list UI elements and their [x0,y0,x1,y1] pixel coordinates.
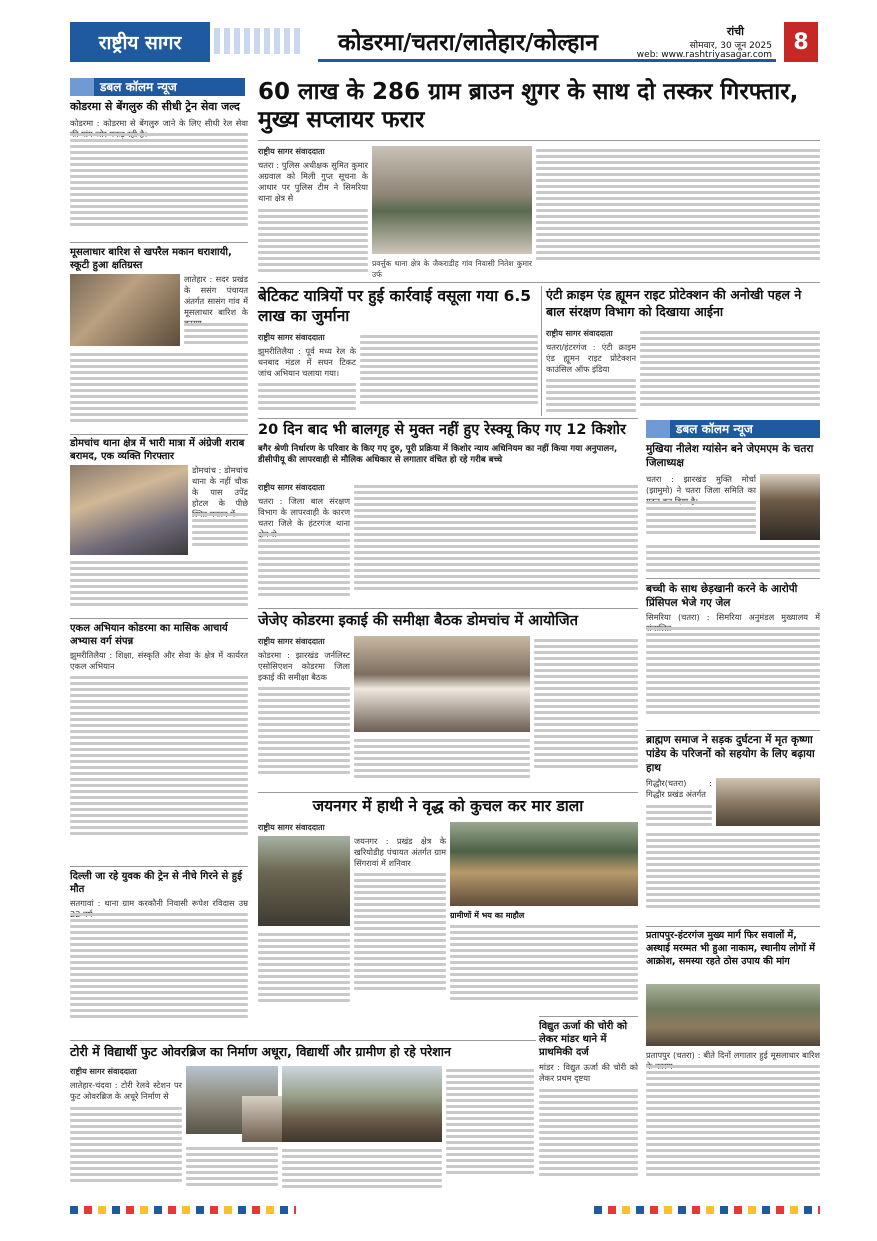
lead-bengaluru-train: कोडरमा : कोडरमा से बेंगलुरु जाने के लिए सीधी रेल सेवा [70,118,248,128]
lead-train-death: सतगावां : थाना ग्राम करकौनी निवासी रूपेश रविदास उम्र [70,898,248,908]
headline-foot-overbridge: टोरी में विद्यार्थी फुट ओवरब्रिज का निर्माण अधूरा, विद्यार्थी और ग्रामीण हो रहे परेशान [70,1044,451,1059]
headline-brahmin-samaj: ब्राह्मण समाज ने सड़क दुर्घटना में मृत कृष्णा पांडेय के परिजनों को सहयोग के लिए बढ़ाया हाथ [646,734,815,774]
headline-jmm-president: मुखिया नीलेश ग्यांसेन बने जेएमएम के चतरा जिलाध्यक्ष [646,443,814,469]
region-title: कोडरमा/चतरा/लातेहार/कोल्हान [338,30,599,56]
body-elephant-1 [258,930,350,1016]
photo-liquor-seizure [70,465,188,555]
photo-damaged-road [646,984,820,1046]
divider [70,618,248,619]
body-elephant-2 [354,870,446,1014]
masthead: राष्ट्रीय सागर [70,22,210,62]
footer-registration-marks [70,1206,296,1214]
divider [258,140,820,141]
photo-inset-person [242,1096,282,1142]
body-liquor-seizure-2 [70,558,248,616]
headline-bengaluru-train: कोडरमा से बेंगलुरु की सीधी ट्रेन सेवा जल्द [70,100,240,113]
body-road-damage [646,1062,820,1196]
photo-jmm-leader [760,474,820,540]
subhead-elephant: ग्रामीणों में भय का माहौल [450,911,525,920]
right-section-label: डबल कॉलम न्यूज [646,420,820,438]
divider [646,926,820,927]
body-children-rescue-2 [354,482,638,604]
photo-brahmin-samaj [716,778,820,826]
lead-elephant-attack: जयनगर : प्रखंड क्षेत्र के खरियोडीह पंचायत अंतर्गत ग्राम सिंगरावां में शनिवार [354,836,446,868]
headline-principal-jail: बच्ची के साथ छेड़खानी करने के आरोपी प्रिंसिपल भेजे गए जेल [646,583,798,609]
byline: राष्ट्रीय सागर संवाददाता [258,147,325,156]
body-jmm-president-2 [646,542,820,574]
lead-headline: 60 लाख के 286 ग्राम ब्राउन शुगर के साथ दो तस्कर गिरफ्तार, मुख्य सप्लायर फरार [258,79,799,133]
lead-brown-sugar: चतरा : पुलिस अधीक्षक सुमित कुमार अग्रवाल को मिली गुप्त सूचना के आधार पर पुलिस टीम ने सिमरिया थाना क्षेत्र से [258,160,368,203]
left-section-label: डबल कॉलम न्यूज [70,78,245,96]
headline-elephant-attack: जयनगर में हाथी ने वृद्ध को कुचल कर मार डाला [312,797,584,815]
body-brahmin-samaj-2 [646,830,820,922]
divider [258,608,638,609]
body-child-protection [546,376,636,416]
body-ekal-abhiyan [70,673,248,863]
photo-arrested-smugglers [372,146,532,254]
divider [539,1016,638,1017]
lead-principal-jail: सिमरिया (चतरा) : सिमरिया अनुमंडल मुख्यालय में [646,612,820,622]
headline-children-rescue: 20 दिन बाद भी बालगृह से मुक्त नहीं हुए रेस्क्यू किए गए 12 किशोर [258,422,626,438]
divider [646,730,820,731]
subhead-children-rescue: बगैर श्रेणी निर्धारण के परिवार के किए गए दुरु, पूरी प्रक्रिया में किशोर न्याय अधिनियम का नहीं किया गया अनुपालन, डीसीपीयू की लापरवाही से मौलिक अधिकार से लगातार वंचित हो रहे गरीब बच्चे [258,444,618,465]
divider [70,242,248,243]
photo-collapsed-house [70,274,180,346]
lead-jmm-president: चतरा : झारखंड मुक्ति मोर्चा (झामुमो) ने चतरा जिला समिति का [646,474,756,495]
region-banner [318,22,776,62]
headline-ekal-abhiyan: एकल अभियान कोडरमा का मासिक आचार्य अभ्यास वर्ग संपन्न [70,623,228,647]
photo-caption: प्रवर्त्तुक थाना क्षेत्र के जैकराडीह गांव निवासी नितेश कुमार उर्फ [372,259,532,279]
headline-electricity-theft: विद्युत ऊर्जा की चोरी को लेकर मांडर थाने में प्राथमिकी दर्ज [539,1021,628,1058]
body-child-protection-2 [640,328,820,416]
page-number: 8 [784,22,818,62]
headline-jja-meeting: जेजेए कोडरमा इकाई की समीक्षा बैठक डोमचांच में आयोजित [258,613,578,629]
body-ticketless-fine-2 [360,332,538,416]
headline-ticketless-fine: बेटिकट यात्रियों पर हुई कार्रवाई वसूला गया 6.5 लाख का जुर्माना [258,287,532,325]
photo-jja-meeting [354,636,530,732]
masthead-pattern [214,28,304,54]
body-foot-overbridge-3 [282,1146,442,1196]
lead-ticketless-fine: झुमरीतिलैया : पूर्व मध्य रेल के धनबाद मंडल में सघन टिकट जांच अभियान चलाया गया। [258,346,356,378]
body-liquor-seizure [192,510,248,556]
headline-road-damage: प्रतापपुर-हंटरगंज मुख्य मार्ग फिर सवालों में, अस्थाई मरम्मत भी हुआ नाकाम, स्थानीय लोगों में आक्रोश, समस्या रहते ठोस उपाय की मांग [646,930,815,967]
body-train-death [70,910,248,1040]
byline: राष्ट्रीय सागर संवाददाता [258,333,325,342]
date-label: सोमवार, 30 जून 2025 [689,41,772,51]
divider [258,792,638,793]
body-foot-overbridge-2 [186,1144,278,1196]
body-principal-jail [646,624,820,728]
divider [258,282,820,283]
divider [646,578,820,579]
headline-train-death: दिल्ली जा रहे युवक की ट्रेन से नीचे गिरने से हुई मौत [70,871,242,895]
body-jja-meeting-3 [534,636,638,788]
body-jja-meeting-2 [354,736,530,788]
website-label: web: www.rashtriyasagar.com [636,50,772,60]
city-label: रांची [726,25,744,38]
body-house-collapse [184,320,248,348]
byline: राष्ट्रीय सागर संवाददाता [258,823,325,832]
lead-liquor-seizure: डोमचांच : डोमचांच थाना के नहीं चौक के पास उपेंद्र होटल के पीछे [192,465,248,508]
body-brahmin-samaj [646,802,712,828]
divider [70,866,248,867]
body-brown-sugar [258,206,368,280]
divider [70,434,248,435]
byline: राष्ट्रीय सागर संवाददाता [70,1067,137,1076]
body-bengaluru-train [70,130,248,240]
body-electricity-theft [539,1086,638,1194]
lead-electricity-theft: मांडर : विद्युत ऊर्जा की चोरी को लेकर प्रथम दृष्टया [539,1062,638,1083]
body-jja-meeting [258,684,350,788]
body-house-collapse-2 [70,350,248,432]
headline-child-protection: एंटी क्राइम एंड ह्यूमन राइट प्रोटेक्शन की अनोखी पहल ने बाल संरक्षण विभाग को दिखाया आईना [546,287,802,319]
body-ticketless-fine [258,380,356,416]
body-brown-sugar-2 [536,146,820,278]
lead-road-damage: प्रतापपुर (चतरा) : बीते दिनों लगातार हुई मूसलाधार बारिश [646,1050,820,1060]
photo-elephant-victim [258,836,350,926]
footer-registration-marks [594,1206,820,1214]
lead-house-collapse: लातेहार : सदर प्रखंड के ससंग पंचायत अंतर्गत सासंग गांव में मूसलाधार बारिश के [184,274,248,317]
byline: राष्ट्रीय सागर संवाददाता [258,483,325,492]
lead-brahmin-samaj: गिद्धौर(चतरा) : गिद्धौर प्रखंड अंतर्गत [646,778,712,799]
lead-jja-meeting: कोडरमा : झारखंड जर्नलिस्ट एसोसिएशन कोडरमा जिला इकाई की समीक्षा बैठक [258,650,350,682]
body-jmm-president [646,498,756,538]
divider [258,418,638,419]
headline-house-collapse: मूसलाधार बारिश से खपरैल मकान धराशायी, स्कूटी हुआ क्षतिग्रस्त [70,247,232,271]
divider [541,286,542,416]
body-children-rescue [258,530,350,604]
byline: राष्ट्रीय सागर संवाददाता [546,329,613,338]
lead-foot-overbridge: लातेहार-चंदवा : टोरी रेलवे स्टेशन पर फुट ओवरब्रिज के अधूरे निर्माण से [70,1080,182,1101]
body-elephant-3 [450,922,638,1014]
lead-child-protection: चतरा/हंटरगंज : एंटी क्राइम एंड ह्यूमन राइट प्रोटेक्शन काउंसिल ऑफ इंडिया [546,342,636,374]
body-foot-overbridge-4 [446,1066,534,1196]
lead-children-rescue: चतरा : जिला बाल संरक्षण विभाग के लापरवाही के कारण चतरा जिले के हंटरगंज थाना [258,496,350,528]
photo-railway-station [282,1066,442,1142]
body-foot-overbridge [70,1104,182,1196]
divider [70,1040,536,1041]
photo-elephant-village [450,822,638,906]
byline: राष्ट्रीय सागर संवाददाता [258,637,325,646]
headline-liquor-seizure: डोमचांच थाना क्षेत्र में भारी मात्रा में अंग्रेजी शराब बरामद, एक व्यक्ति गिरफ्तार [70,438,245,462]
lead-ekal-abhiyan: झुमरीतिलैया : शिक्षा, संस्कृति और सेवा के क्षेत्र में कार्यरत एकल अभियान [70,650,248,671]
page-header [0,0,877,72]
